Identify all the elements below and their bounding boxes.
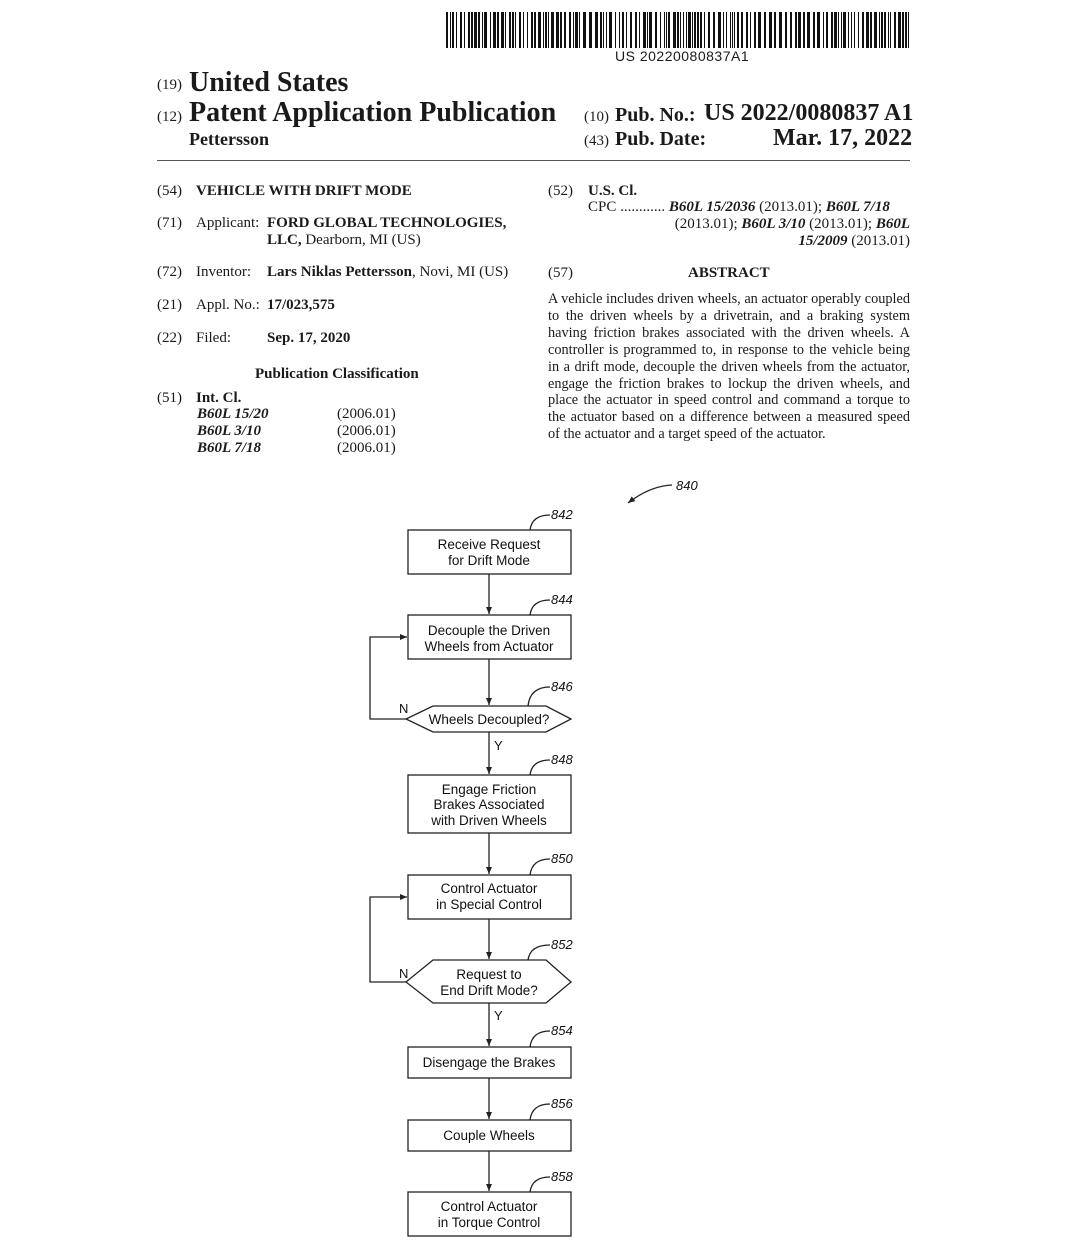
step-text: Brakes Associated (433, 797, 545, 812)
barcode-bar (898, 12, 901, 48)
decision-text: End Drift Mode? (440, 983, 538, 998)
barcode-bar (603, 12, 604, 48)
barcode-bar (551, 12, 554, 48)
cpc-code: B60L 7/18 (825, 199, 890, 215)
barcode-bar (790, 12, 792, 48)
step-text: with Driven Wheels (431, 813, 547, 828)
ref-leader (528, 945, 550, 960)
barcode-bar (741, 12, 743, 48)
step-text: Decouple the Driven (427, 623, 551, 638)
cpc-code: B60L (875, 216, 910, 232)
barcode-bar (619, 12, 620, 48)
barcode-bar (851, 12, 852, 48)
barcode-bar (905, 12, 907, 48)
barcode-bar (683, 12, 684, 48)
pub-no-label: Pub. No.: (615, 104, 696, 126)
step-text: Control Actuator (440, 881, 538, 896)
barcode-bar (902, 12, 904, 48)
no-label: N (399, 966, 409, 981)
barcode-bar (874, 12, 877, 48)
barcode-bar (848, 12, 849, 48)
step-ref-number: 850 (551, 851, 573, 866)
barcode-bar (474, 12, 477, 48)
barcode-bar (564, 12, 566, 48)
appl-no: 17/023,575 (267, 297, 335, 313)
document-type: Patent Application Publication (189, 97, 557, 128)
applicant-name-cont: LLC, (267, 232, 302, 248)
int-cl-code: B60L 3/10 (197, 423, 262, 439)
barcode-bar (478, 12, 480, 48)
ref-leader (530, 1031, 550, 1047)
barcode-bar (622, 12, 624, 48)
invention-title: VEHICLE WITH DRIFT MODE (196, 183, 412, 199)
barcode-bar (468, 12, 470, 48)
step-ref-number: 844 (551, 592, 573, 607)
barcode-bar (548, 12, 549, 48)
cpc-label: CPC ............ (588, 199, 666, 215)
barcode-bar (534, 12, 536, 48)
publication-classification-heading: Publication Classification (255, 366, 419, 382)
barcode-bar (446, 12, 448, 48)
barcode-bar (866, 12, 869, 48)
barcode-bar (746, 12, 748, 48)
barcode-bar (798, 12, 801, 48)
no-label: N (399, 701, 409, 716)
barcode-bar (732, 12, 733, 48)
barcode-bar (774, 12, 776, 48)
barcode-bar (583, 12, 586, 48)
barcode-bar (838, 12, 839, 48)
inventor-surname: Pettersson (189, 129, 269, 149)
barcode-bar (493, 12, 496, 48)
barcode-bar (686, 12, 687, 48)
barcode-bar (708, 12, 710, 48)
barcode-bar (579, 12, 580, 48)
ref-leader (530, 859, 550, 875)
filed-label: Filed: (196, 330, 232, 346)
barcode-bar (471, 12, 473, 48)
step-text: Disengage the Brakes (422, 1055, 556, 1070)
int-cl-year: (2006.01) (337, 440, 396, 456)
barcode-bar (569, 12, 571, 48)
cpc-code: 15/2009 (798, 233, 848, 249)
barcode-bar (870, 12, 872, 48)
barcode-bar (831, 12, 833, 48)
barcode-bar (609, 12, 612, 48)
step-text: in Torque Control (437, 1215, 541, 1230)
decision-text: Request to (456, 967, 522, 982)
decision-text: Wheels Decoupled? (428, 712, 550, 727)
pub-date-label: Pub. Date: (615, 128, 707, 150)
inid-57: (57) (548, 265, 573, 281)
barcode-bar (697, 12, 699, 48)
inventor-location: , Novi, MI (US) (412, 264, 509, 280)
barcode-bar (606, 12, 607, 48)
barcode-bar (655, 12, 657, 48)
barcode-bar (509, 12, 511, 48)
barcode-bar (573, 12, 574, 48)
ref-leader (528, 687, 550, 706)
barcode-bar (505, 12, 506, 48)
barcode-bar (713, 12, 715, 48)
barcode-bar (795, 12, 797, 48)
yes-label: Y (494, 738, 503, 753)
barcode-bar (615, 12, 616, 48)
barcode-bar (515, 12, 516, 48)
barcode-bar (764, 12, 766, 48)
appl-no-label: Appl. No.: (196, 297, 260, 313)
barcode-bar (545, 12, 547, 48)
barcode-bar (589, 12, 592, 48)
inid-21: (21) (157, 297, 182, 313)
cpc-line-1 (588, 199, 910, 216)
barcode-bar (688, 12, 691, 48)
step-text: Couple Wheels (443, 1128, 535, 1143)
step-text: in Special Control (436, 897, 542, 912)
int-cl-code: B60L 7/18 (197, 440, 262, 456)
int-cl-year: (2006.01) (337, 423, 396, 439)
barcode-bar (490, 12, 491, 48)
barcode-bar (523, 12, 524, 48)
step-text: Receive Request (437, 537, 541, 552)
barcode-bar (464, 12, 465, 48)
barcode-bar (817, 12, 820, 48)
barcode-bar (666, 12, 667, 48)
barcode-bar (626, 12, 627, 48)
barcode-bar (694, 12, 696, 48)
barcode-bar (785, 12, 787, 48)
barcode-bar (482, 12, 483, 48)
step-ref-number: 848 (551, 752, 573, 767)
barcode-bar (723, 12, 724, 48)
step-text: Control Actuator (440, 1199, 538, 1214)
filed-date: Sep. 17, 2020 (267, 330, 351, 346)
barcode-bar (704, 12, 705, 48)
barcode-bar (630, 12, 632, 48)
barcode-bar (680, 12, 681, 48)
barcode-bar (730, 12, 731, 48)
applicant-label: Applicant: (196, 215, 260, 231)
flowchart (0, 470, 1083, 1250)
barcode-bar (754, 12, 756, 48)
barcode-bar (497, 12, 499, 48)
barcode-bar (841, 12, 842, 48)
barcode-bar (823, 12, 824, 48)
barcode-bar (519, 12, 521, 48)
barcode-bar (649, 12, 652, 48)
inid-19: (19) (157, 77, 182, 93)
ref-leader (530, 1177, 550, 1192)
step-ref-number: 858 (551, 1169, 573, 1184)
inventor-label: Inventor: (196, 264, 251, 280)
barcode-bar (600, 12, 602, 48)
barcode-bar (673, 12, 676, 48)
barcode-bar (452, 12, 454, 48)
yes-label: Y (494, 1008, 503, 1023)
ref-leader (530, 515, 550, 530)
barcode-bar (750, 12, 751, 48)
barcode-bar (807, 12, 810, 48)
cpc-line-2 (588, 216, 910, 233)
inid-12: (12) (157, 109, 182, 125)
barcode-bar (560, 12, 562, 48)
barcode-bar (890, 12, 891, 48)
cpc-code: B60L 15/2036 (668, 199, 756, 215)
barcode-bar (643, 12, 646, 48)
inid-54: (54) (157, 183, 182, 199)
figure-ref-arrow (628, 485, 672, 503)
int-cl-code: B60L 15/20 (197, 406, 269, 422)
barcode-bar (734, 12, 735, 48)
pub-date: Mar. 17, 2022 (773, 125, 913, 151)
applicant-location: Dearborn, MI (US) (301, 232, 421, 248)
us-cl-label: U.S. Cl. (588, 183, 638, 199)
inventor-name: Lars Niklas Pettersson (267, 264, 412, 280)
barcode-bar (894, 12, 896, 48)
barcode-bar (531, 12, 533, 48)
cpc-code: B60L 3/10 (741, 216, 806, 232)
barcode-bar (647, 12, 648, 48)
barcode-bar (881, 12, 883, 48)
barcode-bar (803, 12, 805, 48)
barcode-image (446, 12, 911, 48)
barcode-bar (843, 12, 846, 48)
barcode-bar (726, 12, 727, 48)
barcode-bar (758, 12, 761, 48)
barcode-bar (501, 12, 504, 48)
barcode-bar (737, 12, 739, 48)
step-text: for Drift Mode (448, 553, 530, 568)
inid-72: (72) (157, 264, 182, 280)
barcode-bar (538, 12, 541, 48)
barcode-bar (664, 12, 665, 48)
cpc-year: (2013.01); (674, 216, 742, 232)
applicant-line-2 (267, 232, 421, 249)
barcode-bar (700, 12, 702, 48)
barcode-bar (460, 12, 462, 48)
barcode-bar (543, 12, 544, 48)
cpc-year: (2013.01) (847, 233, 910, 249)
barcode-bar (779, 12, 782, 48)
cpc-line-3 (588, 233, 910, 250)
barcode-bar (884, 12, 886, 48)
barcode-bar (660, 12, 661, 48)
barcode-bar (908, 12, 909, 48)
cpc-year: (2013.01); (755, 199, 826, 215)
barcode-bar (575, 12, 578, 48)
header-rule (157, 160, 910, 161)
int-cl-label: Int. Cl. (196, 390, 242, 406)
inid-71: (71) (157, 215, 182, 231)
barcode-bar (595, 12, 598, 48)
abstract-text: A vehicle includes driven wheels, an actuator operably coupled to the driven wheels by a drivetrain, and a braking system having friction brakes associated with the driven wheels. A controller is programmed to, in response to the vehicle being in a drift mode, decouple the driven wheels from the actuator, engage the friction brakes to lockup the driven wheels, and place the actuator in speed control and command a torque to the actuator based on a difference between a measured speed of the actuator and a target speed of the actuator. (548, 291, 910, 443)
abstract-heading: ABSTRACT (688, 265, 770, 281)
barcode-bar (692, 12, 693, 48)
country: United States (189, 67, 349, 98)
step-ref-number: 854 (551, 1023, 573, 1038)
step-ref-number: 846 (551, 679, 573, 694)
barcode-bar (826, 12, 828, 48)
barcode-bar (668, 12, 670, 48)
barcode-bar (635, 12, 637, 48)
barcode-bar (769, 12, 772, 48)
barcode-bar (456, 12, 457, 48)
inid-51: (51) (157, 390, 182, 406)
step-text: Wheels from Actuator (424, 639, 554, 654)
pub-no: US 2022/0080837 A1 (704, 100, 914, 126)
ref-leader (530, 600, 550, 615)
barcode-bar (834, 12, 837, 48)
step-ref-number: 842 (551, 507, 573, 522)
step-text: Engage Friction (441, 782, 537, 797)
barcode-bar (512, 12, 514, 48)
inid-52: (52) (548, 183, 573, 199)
inventor-line (267, 264, 508, 281)
step-ref-number: 856 (551, 1096, 573, 1111)
inid-22: (22) (157, 330, 182, 346)
barcode-bar (879, 12, 880, 48)
inid-43: (43) (584, 133, 609, 149)
barcode-bar (556, 12, 559, 48)
barcode-number: US 20220080837A1 (615, 48, 750, 64)
int-cl-year: (2006.01) (337, 406, 396, 422)
barcode-bar (484, 12, 487, 48)
cpc-year: (2013.01); (805, 216, 876, 232)
barcode-bar (813, 12, 815, 48)
barcode-bar (527, 12, 528, 48)
ref-leader (530, 760, 550, 775)
barcode-bar (718, 12, 721, 48)
barcode-bar (639, 12, 640, 48)
barcode-bar (862, 12, 864, 48)
ref-leader (530, 1104, 550, 1120)
barcode-bar (854, 12, 855, 48)
step-ref-number: 852 (551, 937, 573, 952)
inid-10: (10) (584, 109, 609, 125)
figure-ref-number: 840 (676, 478, 698, 493)
barcode-bar (450, 12, 451, 48)
barcode-bar (677, 12, 679, 48)
applicant-name: FORD GLOBAL TECHNOLOGIES, (267, 215, 507, 231)
barcode-bar (888, 12, 889, 48)
barcode-bar (858, 12, 859, 48)
